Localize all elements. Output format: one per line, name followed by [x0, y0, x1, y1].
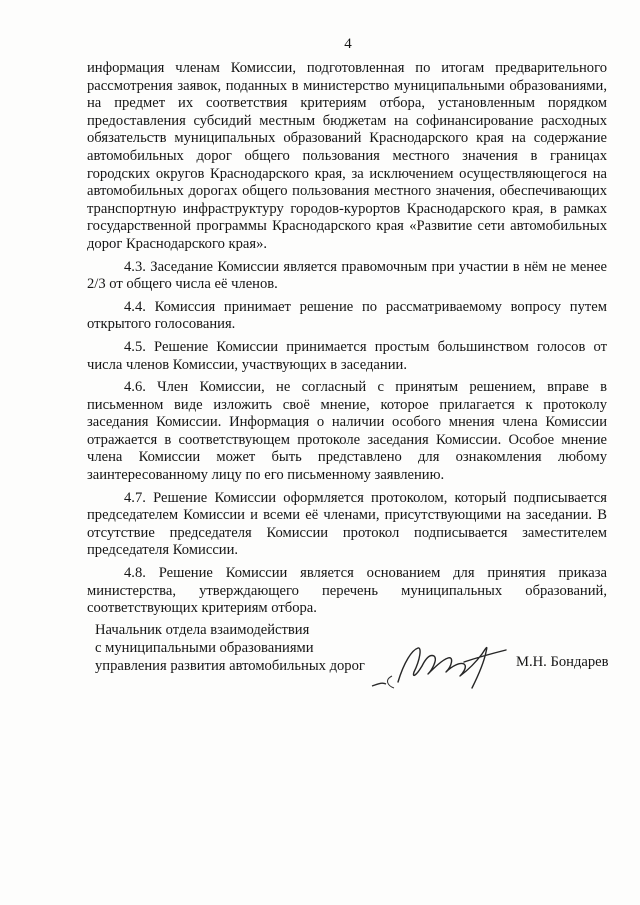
handwritten-signature: [368, 632, 518, 692]
page-number: 4: [344, 36, 352, 52]
position-line: с муниципальными образованиями: [95, 640, 314, 656]
paragraph-continuation: информация членам Комиссии, подготовленная по итогам предварительного рассмотрения заявок, поданных в министерство муниципальными образованиями, на предмет их соответствия критериям отбора, установленным порядком предоставления субсидий местным бюджетам на софинансирование расходных обязательств муниципальных образований Краснодарского края на содержание автомобильных дорог общего пользования местного значения в границах городских округов Краснодарского края, за исключением осуществляющегося на автомобильных дорогах общего пользования местного значения, обеспечивающих транспортную инфраструктуру городов-курортов Краснодарского края, в рамках государственной программы Краснодарского края «Развитие сети автомобильных дорог Краснодарского края».: [87, 60, 607, 252]
position-line: управления развития автомобильных дорог: [95, 658, 365, 674]
paragraph-4-3: 4.3. Заседание Комиссии является правомочным при участии в нём не менее 2/3 от общего числа её членов.: [87, 258, 607, 293]
position-line: Начальник отдела взаимодействия: [95, 622, 310, 638]
document-body: [87, 60, 607, 618]
paragraph-4-8: 4.8. Решение Комиссии является основанием для принятия приказа министерства, утверждающего перечень муниципальных образований, соответствующих критериям отбора.: [87, 565, 607, 617]
signatory-name: М.Н. Бондарев: [516, 654, 609, 670]
paragraph-4-5: 4.5. Решение Комиссии принимается простым большинством голосов от числа членов Комиссии, участвующих в заседании.: [87, 338, 607, 373]
paragraph-4-4: 4.4. Комиссия принимает решение по рассматриваемому вопросу путем открытого голосования.: [87, 298, 607, 333]
paragraph-4-6: 4.6. Член Комиссии, не согласный с принятым решением, вправе в письменном виде изложить своё мнение, которое прилагается к протоколу заседания Комиссии. Информация о наличии особого мнения члена Комиссии отражается в соответствующем протоколе заседания Комиссии. Особое мнение члена Комиссии может быть представлено для ознакомления любому заинтересованному лицу по его письменному заявлению.: [87, 379, 607, 484]
paragraph-4-7: 4.7. Решение Комиссии оформляется протоколом, который подписывается председателем Комиссии и всеми её членами, присутствующими на заседании. В отсутствие председателя Комиссии протокол подписывается заместителем председателя Комиссии.: [87, 489, 607, 559]
